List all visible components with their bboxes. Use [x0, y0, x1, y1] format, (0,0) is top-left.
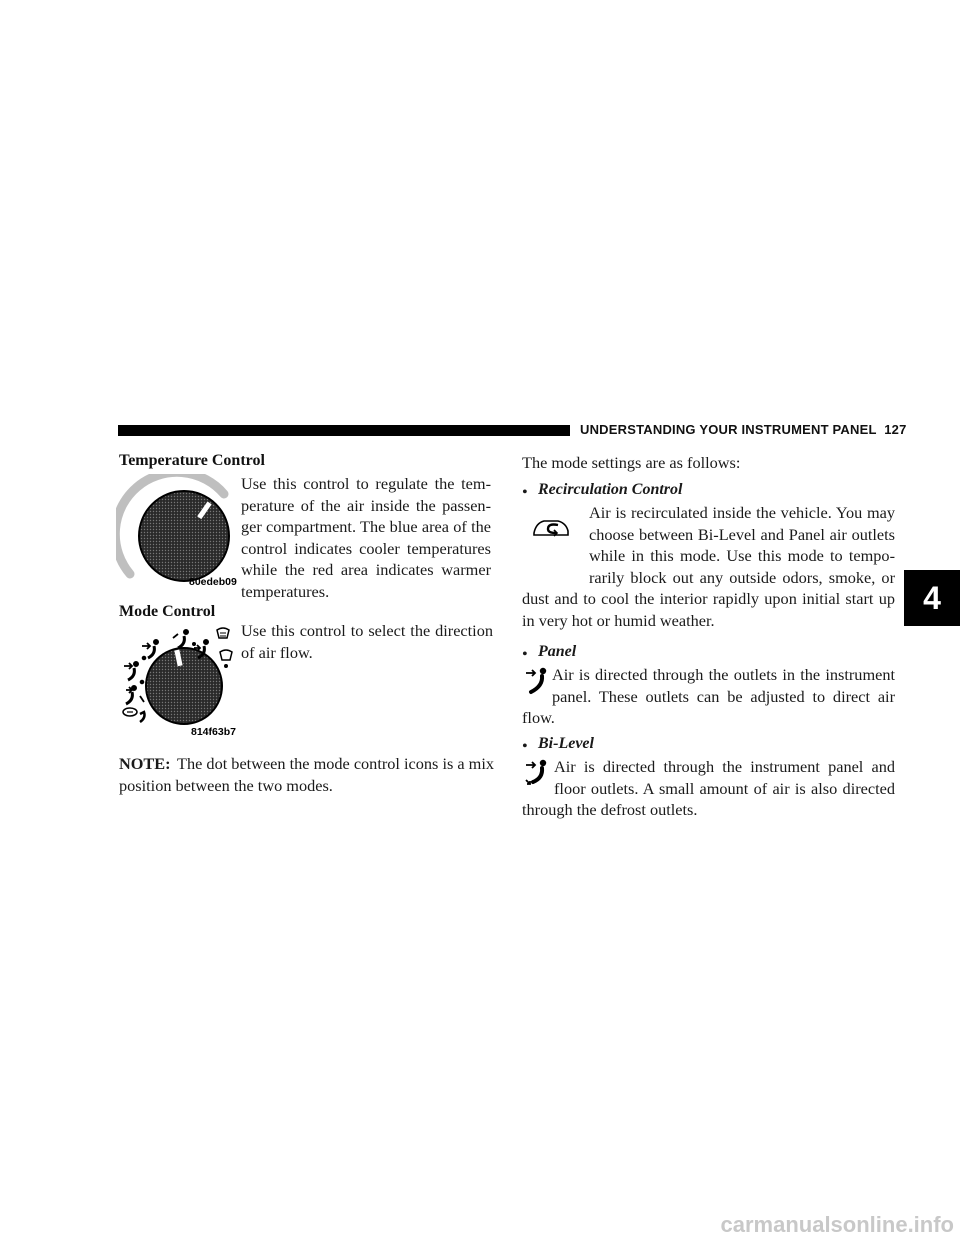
recirculation-line: in very hot or humid weather.: [522, 610, 715, 630]
mode-knob-icon: [116, 620, 240, 732]
recirculation-line: choose between Bi-Level and Panel air outlets: [589, 524, 895, 544]
note-text: The dot between the mode control icons is a mix: [177, 754, 494, 773]
bilevel-figure: [524, 758, 550, 788]
note-label: NOTE:: [119, 754, 171, 773]
panel-description-continued: flow.: [522, 708, 555, 727]
temperature-line: perature of the air inside the passen-: [241, 495, 491, 515]
running-header: [580, 422, 907, 437]
mode-line: Use this control to select the direction: [241, 621, 493, 640]
header-rule: [118, 425, 570, 436]
recirculation-title: Recirculation Control: [538, 481, 683, 498]
watermark: carmanualsonline.info: [720, 1212, 954, 1237]
recirculation-line: while in this mode. Use this mode to tempo-: [589, 546, 895, 565]
panel-figure: [524, 666, 550, 696]
bilevel-title: Bi-Level: [538, 735, 594, 752]
recirculation-bullet: •: [522, 482, 528, 501]
recirculation-figure: [530, 515, 572, 541]
temperature-knob-figure: [116, 474, 240, 588]
recirculation-line: rarily block out any outside odors, smoke, or: [589, 567, 895, 587]
section-title: UNDERSTANDING YOUR INSTRUMENT PANEL: [580, 422, 877, 437]
bilevel-bullet: •: [522, 736, 528, 755]
note-first-line: [119, 753, 494, 775]
bilevel-vent-icon: [524, 758, 550, 788]
mode-heading: Mode Control: [119, 603, 216, 620]
bilevel-description-continued: through the defrost outlets.: [522, 800, 698, 819]
temperature-line: ger compartment. The blue area of the: [241, 517, 491, 536]
recirculation-icon: [530, 515, 572, 541]
panel-line: Air is directed through the outlets in the instrument: [552, 665, 895, 684]
panel-line: panel. These outlets can be adjusted to direct air: [552, 686, 895, 706]
note-paragraph: [119, 753, 494, 796]
panel-vent-icon: [524, 666, 550, 696]
temperature-line: control indicates cooler temperatures: [241, 538, 491, 558]
bilevel-line: Air is directed through the instrument panel and: [554, 757, 895, 776]
page-number: 127: [884, 422, 907, 437]
temperature-description: [241, 473, 491, 602]
mode-description: [241, 620, 493, 663]
panel-bullet: •: [522, 644, 528, 663]
temperature-heading: Temperature Control: [119, 452, 265, 469]
bilevel-description: [554, 756, 895, 799]
temperature-line: while the red area indicates warmer: [241, 560, 491, 579]
bilevel-line: floor outlets. A small amount of air is also directed: [554, 778, 895, 798]
note-text-continued: position between the two modes.: [119, 775, 333, 795]
temperature-figure-code: 80edeb09: [189, 576, 237, 588]
recirculation-description: [589, 502, 895, 588]
mode-line: of air flow.: [241, 642, 313, 662]
mode-knob-figure: [116, 620, 240, 732]
mode-settings-intro: The mode settings are as follows:: [522, 453, 741, 472]
temperature-line: temperatures.: [241, 581, 330, 601]
panel-title: Panel: [538, 643, 577, 660]
panel-description: [552, 664, 895, 707]
recirculation-line: Air is recirculated inside the vehicle. You may: [589, 503, 895, 522]
temperature-line: Use this control to regulate the tem-: [241, 474, 491, 493]
mode-figure-code: 814f63b7: [191, 726, 236, 738]
temperature-knob-icon: [116, 474, 240, 588]
recirculation-line: dust and to cool the interior rapidly upon initial start up: [522, 589, 895, 608]
chapter-tab: 4: [904, 570, 960, 626]
recirculation-description-continued: [522, 588, 895, 631]
